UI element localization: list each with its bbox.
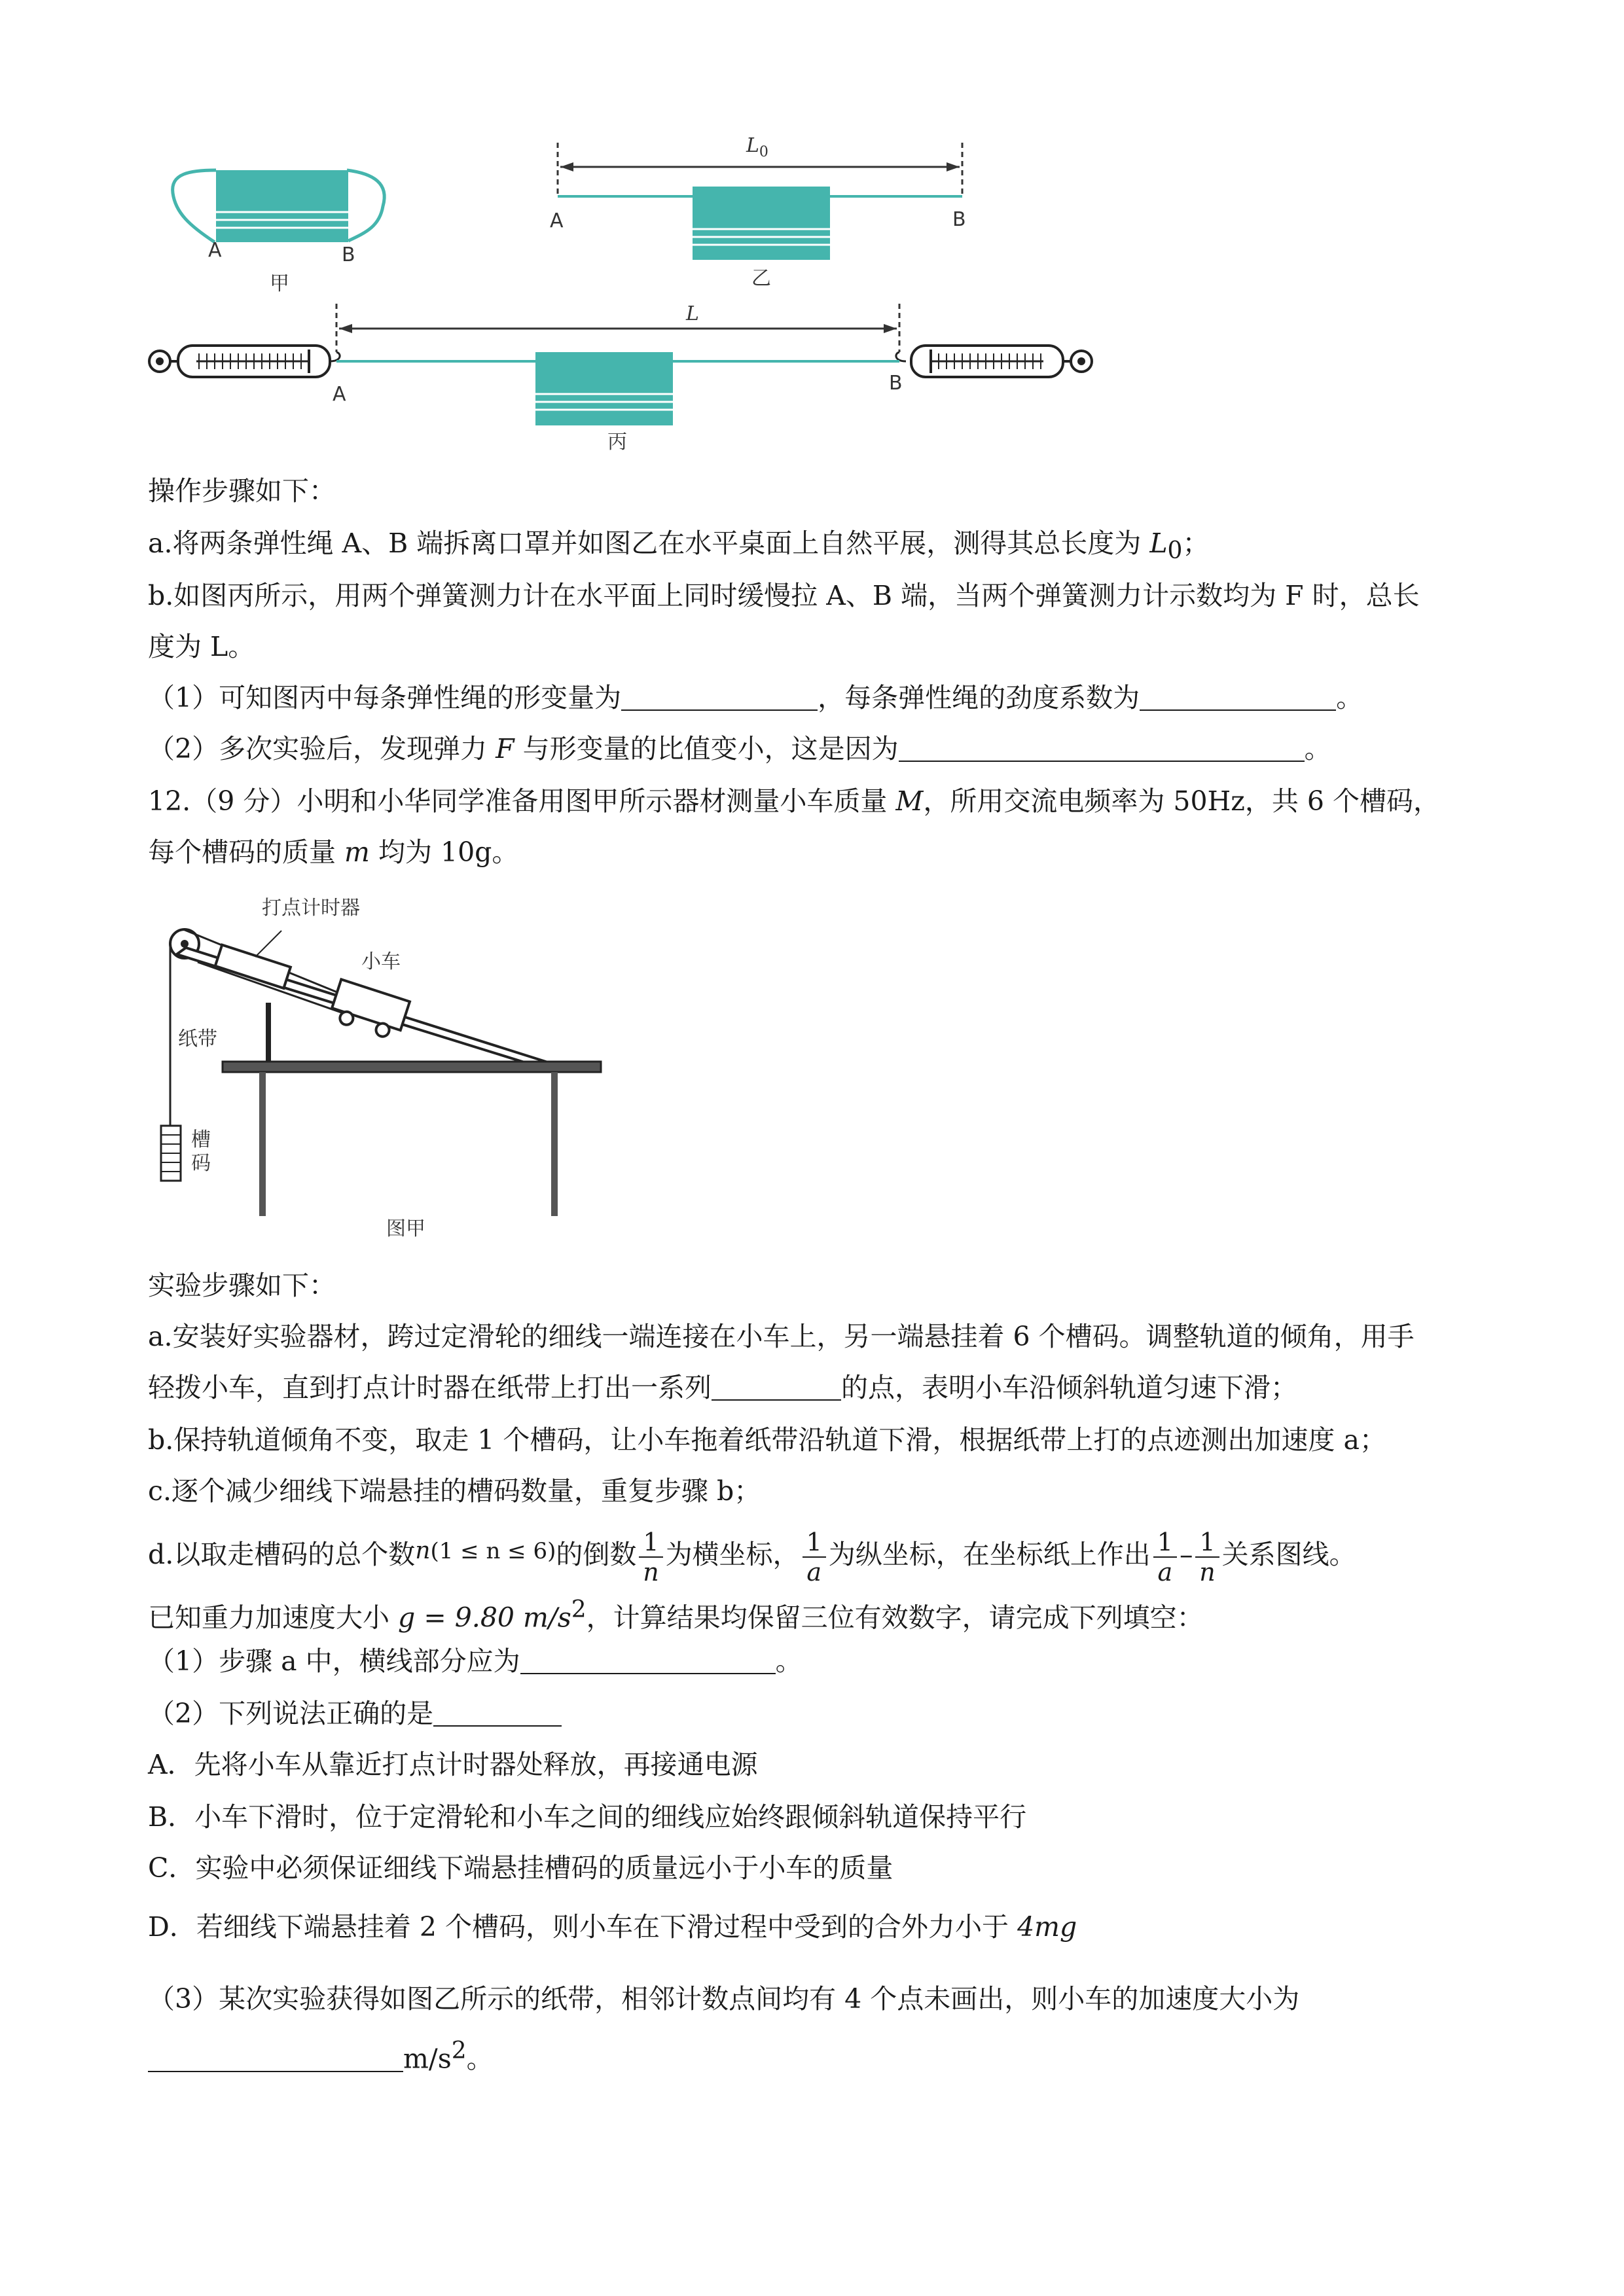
mask-bing-caption: 丙 [607, 431, 627, 454]
q11-sub1: （1）可知图丙中每条弹性绳的形变量为 ，每条弹性绳的劲度系数为 。 [148, 682, 1363, 713]
mask-bing-label-b: B [889, 372, 903, 395]
q11-step-b-line2: 度为 L。 [148, 631, 255, 662]
answer-blank-stiffness[interactable] [1140, 681, 1336, 711]
figure-mask-bing [145, 301, 1101, 432]
fraction-one-over-n-2: $\frac{1}{n}$ [1195, 1528, 1219, 1587]
mask-jia-caption: 甲 [270, 272, 289, 295]
mask-yi-label-a: A [550, 209, 564, 232]
q12-header-line1: 12.（9 分）小明和小华同学准备用图甲所示器材测量小车质量 M，所用交流电频率为 50Hz，共 6 个槽码， [148, 785, 1441, 817]
fraction-one-over-a-2: $\frac{1}{a}$ [1153, 1528, 1177, 1587]
spring-scale-left [149, 346, 340, 377]
spring-scale-right [896, 346, 1092, 377]
q12-sub3-line2: $m/s^2$。 [148, 2032, 1483, 2079]
cart-figure-caption: 图甲 [386, 1217, 425, 1240]
answer-blank-reason[interactable] [899, 732, 1305, 762]
table-leg-right [551, 1072, 558, 1216]
fraction-one-over-a: $\frac{1}{a}$ [803, 1528, 826, 1587]
cart-label-weight-1: 槽 [191, 1128, 211, 1151]
table-leg-left [259, 1072, 266, 1216]
q12-sub2: （2）下列说法正确的是 [148, 1694, 1483, 1733]
q12-sub1: （1）步骤 a 中，横线部分应为 。 [148, 1645, 803, 1677]
table-top [223, 1062, 601, 1072]
q11-step-a: a.将两条弹性绳 A、B 端拆离口罩并如图乙在水平桌面上自然平展，测得其总长度为 $L_0$； [148, 528, 1210, 565]
q12-step-c: c.逐个减少细线下端悬挂的槽码数量，重复步骤 b； [148, 1475, 761, 1507]
q12-step-a-line2: 轻拨小车，直到打点计时器在纸带上打出一系列 的点，表明小车沿倾斜轨道匀速下滑； [148, 1372, 1297, 1403]
q11-steps-title: 操作步骤如下： [148, 475, 336, 507]
q12-steps-title: 实验步骤如下： [148, 1270, 336, 1301]
q12-sub3-line1: （3）某次实验获得如图乙所示的纸带，相邻计数点间均有 4 个点未画出，则小车的加速度大小为 [148, 1983, 1300, 2015]
cart-label-car: 小车 [361, 950, 401, 973]
q12-step-d: d.以取走槽码的总个数n(1 ≤ n ≤ 6)的倒数 $\frac{1}{n}$ 为横坐标， $\frac{1}{a}$ 为纵坐标，在坐标纸上作出 $\frac{1}{a}$ – $\frac{1}{n}$ 关系图线。 [148, 1527, 1356, 1587]
mask-yi-l0: $L_0$ [746, 134, 768, 160]
mask-jia-label-a: A [208, 239, 222, 262]
fraction-one-over-n: $\frac{1}{n}$ [639, 1528, 662, 1587]
cart-label-weight-2: 码 [191, 1152, 211, 1175]
cart [329, 979, 410, 1041]
answer-blank-sub2[interactable] [433, 1696, 562, 1727]
q12-option-b: B．小车下滑时，位于定滑轮和小车之间的细线应始终跟倾斜轨道保持平行 [148, 1801, 1027, 1833]
mask-body [535, 352, 673, 425]
mask-body [693, 187, 830, 260]
q12-step-b: b.保持轨道倾角不变，取走 1 个槽码，让小车拖着纸带沿轨道下滑，根据纸带上打的点迹测出加速度 a； [148, 1424, 1386, 1456]
elastic-band-right [347, 170, 384, 241]
mask-yi-caption: 乙 [751, 267, 771, 290]
cart-label-timer: 打点计时器 [262, 897, 360, 920]
hanging-weights [161, 1126, 181, 1181]
cart-label-tape: 纸带 [178, 1028, 217, 1050]
mask-body [216, 170, 348, 242]
q12-option-d: D．若细线下端悬挂着 2 个槽码，则小车在下滑过程中受到的合外力小于 4mg [148, 1911, 1077, 1943]
q11-step-b-line1: b.如图丙所示，用两个弹簧测力计在水平面上同时缓慢拉 A、B 端，当两个弹簧测力计示数均为 F 时，总长 [148, 580, 1420, 611]
q12-step-a-line1: a.安装好实验器材，跨过定滑轮的细线一端连接在小车上，另一端悬挂着 6 个槽码。调整轨道的倾角，用手 [148, 1321, 1415, 1352]
answer-blank-deformation[interactable] [621, 681, 818, 711]
q12-option-a: A．先将小车从靠近打点计时器处释放，再接通电源 [148, 1749, 758, 1780]
mask-bing-label-a: A [333, 383, 346, 406]
mask-yi-label-b: B [952, 208, 966, 231]
q12-header-line2: 每个槽码的质量 m 均为 10g。 [148, 836, 519, 868]
q12-given: 已知重力加速度大小 g = 9.80 $m/s^2$，计算结果均保留三位有效数字，请完成下列填空： [148, 1596, 1204, 1634]
mask-bing-l: L [686, 302, 699, 325]
mask-jia-label-b: B [342, 243, 355, 266]
answer-blank-sub1[interactable] [520, 1644, 776, 1674]
answer-blank-step-a[interactable] [712, 1371, 841, 1401]
q12-option-c: C．实验中必须保证细线下端悬挂槽码的质量远小于小车的质量 [148, 1852, 893, 1884]
q11-sub2: （2）多次实验后，发现弹力 F 与形变量的比值变小，这是因为 。 [148, 733, 1331, 764]
elastic-band-left [173, 170, 216, 242]
answer-blank-acceleration[interactable] [148, 2042, 403, 2072]
